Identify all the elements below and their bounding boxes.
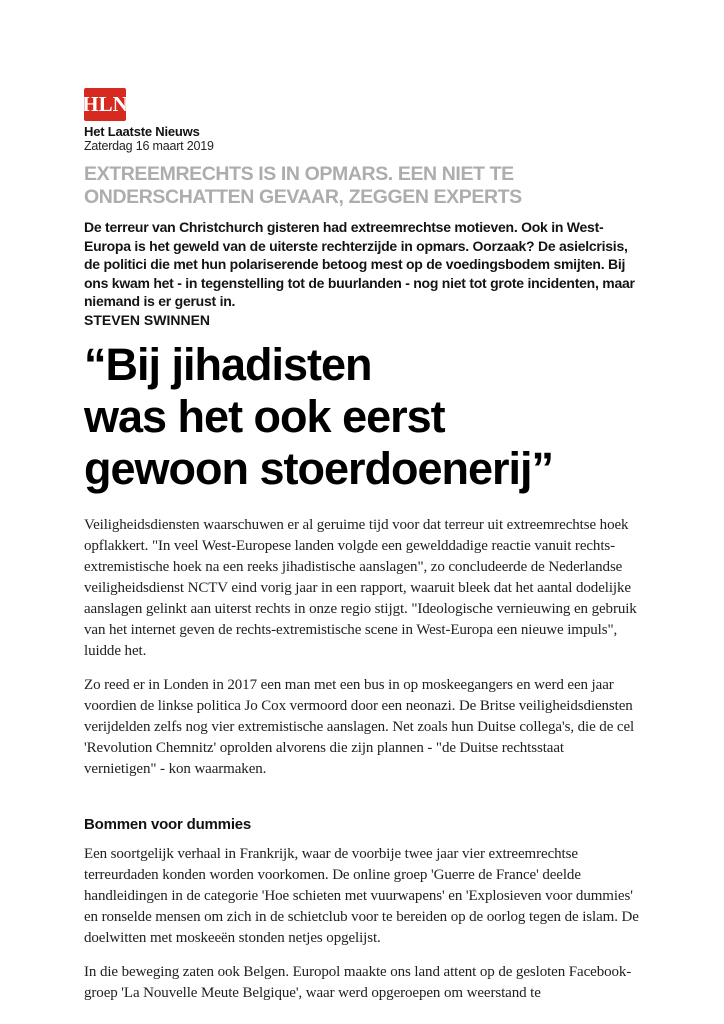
kicker-headline: EXTREEMRECHTS IS IN OPMARS. EEN NIET TE ONDERSCHATTEN GEVAAR, ZEGGEN EXPERTS xyxy=(84,163,522,208)
quote-line-2: was het ook eerst xyxy=(84,390,445,442)
article xyxy=(84,163,640,1004)
quote-line-1: “Bij jihadisten xyxy=(84,338,372,390)
quote-line-3: gewoon stoerdoenerij” xyxy=(84,442,554,494)
body-paragraph-2: Zo reed er in Londen in 2017 een man met een bus in op moskeegangers en werd een jaar voordien de linkse politica Jo Cox vermoord door een neonazi. De Britse veiligheidsdiensten verijdelden zelfs nog vier extremistische aanslagen. Net zoals hun Duitse collega's, die de cel 'Revolution Chemnitz' oprolden alvorens die zijn plannen - "de Duitse rechtsstaat vernietigen" - kon waarmaken. xyxy=(84,676,635,777)
body-paragraph-3: Een soortgelijk verhaal in Frankrijk, waar de voorbije twee jaar vier extreemrechtse terreurdaden konden worden voorkomen. De online groep 'Guerre de France' deelde handleidingen in de categorie 'Hoe schieten met vuurwapens' en 'Explosieven voor dummies' en ronselde mensen om zich in de schietclub voor te bereiden op de oorlog tegen de islam. De doelwitten met moskeeën stonden netjes opgelijst. xyxy=(84,845,639,946)
masthead xyxy=(84,88,640,153)
byline: STEVEN SWINNEN xyxy=(84,311,211,328)
issue-date: Zaterdag 16 maart 2019 xyxy=(84,139,214,153)
section-subheading: Bommen voor dummies xyxy=(84,815,252,833)
hln-logo xyxy=(84,88,126,121)
lead-paragraph: De terreur van Christchurch gisteren had extreemrechtse motieven. Ook in West-Europa is het geweld van de uiterste rechterzijde in opmars. Oorzaak? De asielcrisis, de politici die met hun polariserende betoog mest op de voedingsbodem smijten. Bij ons kwam het - in tegenstelling tot de buurlanden - nog niet tot grote incidenten, maar niemand is er gerust in. xyxy=(84,219,635,309)
hln-logo-text: HLN xyxy=(82,92,128,116)
brand-name: Het Laatste Nieuws xyxy=(84,124,200,139)
quote-headline xyxy=(84,339,640,495)
body-paragraph-4: In die beweging zaten ook Belgen. Europol maakte ons land attent op de gesloten Facebook-groep 'La Nouvelle Meute Belgique', waar werd opgeroepen om weerstand te xyxy=(84,963,632,1001)
body-paragraph-1: Veiligheidsdiensten waarschuwen er al geruime tijd voor dat terreur uit extreemrechtse hoek opflakkert. "In veel West-Europese landen volgde een gewelddadige reactie vanuit rechts-extremistische hoek na een reeks jihadistische aanslagen", zo concludeerde de Nederlandse veiligheidsdienst NCTV eind vorig jaar in een rapport, waaruit bleek dat het aantal dodelijke aanslagen gelinkt aan uiterst rechts in onze regio stijgt. "Ideologische vernieuwing en gebruik van het internet geven de rechts-extremistische scene in West-Europa een nieuwe impuls", luidde het. xyxy=(84,516,637,659)
